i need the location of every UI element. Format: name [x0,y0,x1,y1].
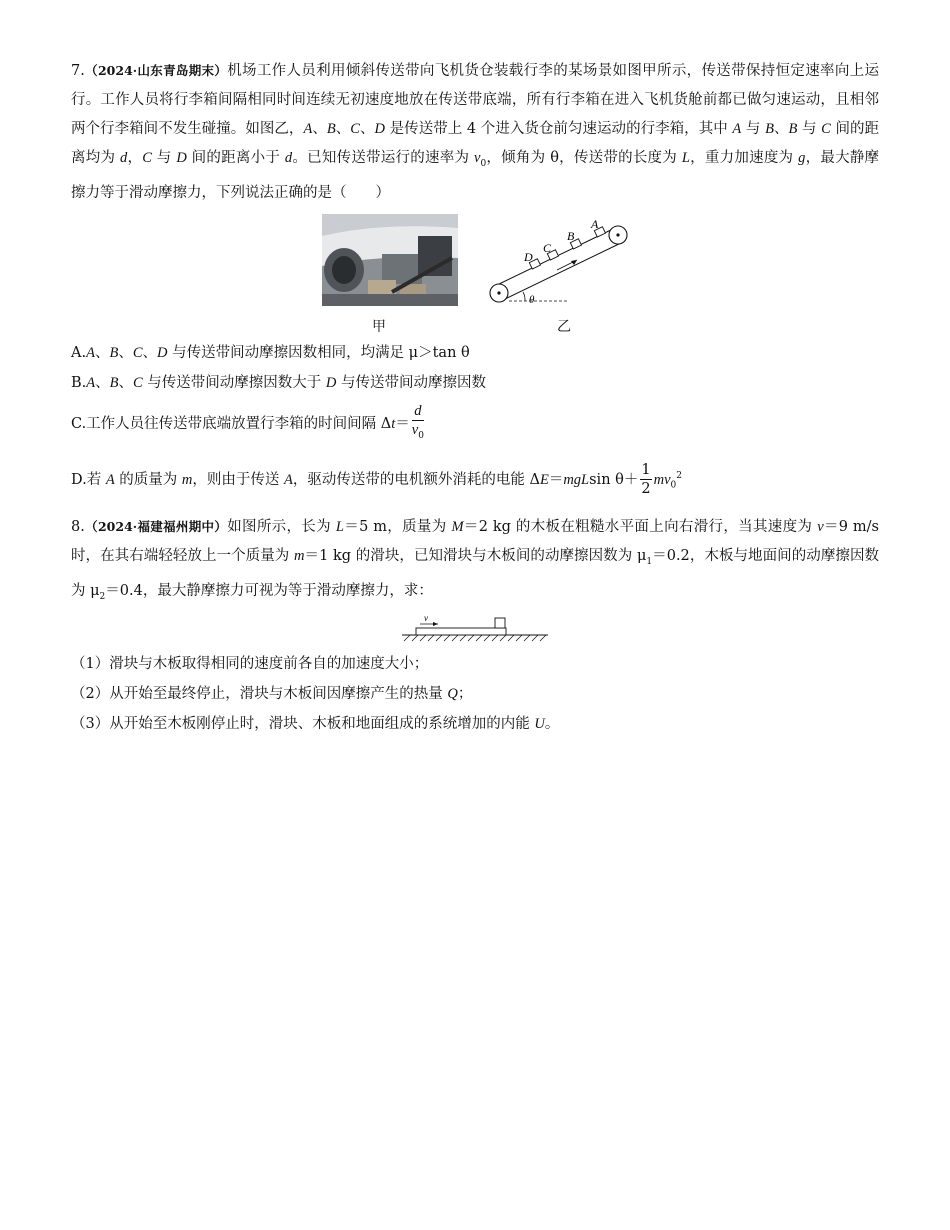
q8-number: 8. [71,518,85,535]
board-diagram [402,615,548,645]
q7-source: （2024·山东青岛期末） [84,63,228,78]
q7-stem [71,56,879,208]
conveyor-diagram [487,212,637,312]
page [71,56,879,739]
q7-option-d: D.若 A 的质量为 m，则由于传送 A，驱动传送带的电机额外消耗的电能 ΔE＝mgLsin θ＋ $\frac{1}{2}$ $mv_0^2$ [71,462,682,498]
label-d: D [524,249,533,264]
label-a: A [591,216,599,231]
q8-part-1: （1）滑块与木板取得相同的速度前各自的加速度大小； [71,656,429,673]
q8-stem-text: 如图所示，长为 L＝5 m，质量为 M＝2 kg 的木板在粗糙水平面上向右滑行，当其速度为 v＝9 m/s 时，在其右端轻轻放上一个质量为 m＝1 kg 的滑块，已知滑块与木板间的动摩擦因数为 $\mu_1=0.2$，木板与地面间的动摩擦因数为 $\mu_2=0.4$，最大静摩擦力可视为等于滑动摩擦力，求： [71,518,880,602]
board [416,628,506,635]
q7-option-c: C.工作人员往传送带底端放置行李箱的时间间隔 Δt＝ $\frac{d}{v_0}$ [71,398,879,450]
caption-right: 乙 [557,318,571,335]
q7-number: 7. [71,63,85,79]
q8-part-2: （2）从开始至最终停止，滑块与木板间因摩擦产生的热量 Q； [71,686,473,703]
label-theta: θ [529,293,535,306]
q7-option-b: B.A、B、C 与传送带间动摩擦因数大于 D 与传送带间动摩擦因数 [71,374,486,391]
q8-stem [71,512,879,612]
q8-source: （2024·福建福州期中） [84,518,228,534]
slider-block [495,618,505,628]
ground-hatching [404,635,546,641]
q7-figures [71,212,879,338]
airport-photo [322,214,458,306]
q7-option-d-fraction: $\frac{1}{2}$ [641,462,651,498]
label-b: B [567,228,575,243]
label-v: v [424,615,428,624]
q8-part-3: （3）从开始至木板刚停止时，滑块、木板和地面组成的系统增加的内能 U。 [71,716,560,733]
label-c: C [543,240,552,255]
q7-option-c-fraction: $\frac{d}{v_0}$ [411,403,424,442]
caption-left: 甲 [372,318,386,335]
q7-stem-text: 机场工作人员利用倾斜传送带向飞机货仓装载行李的某场景如图甲所示，传送带保持恒定速率向上运行。工作人员将行李箱间隔相同时间连续无初速度地放在传送带底端，所有行李箱在进入飞机货舱前都已做匀速运动，且相邻两个行李箱间不发生碰撞。如图乙，A、B、C、D 是传送带上 4 个进入货仓前匀速运动的行李箱，其中 A 与 B、B 与 C 间的距离均为 d，C 与 D 间的距离小于 d。已知传送带运行的速率为 $v_0$，倾角为 θ，传送带的长度为 L，重力加速度为 g，最大静摩擦力等于滑动摩擦力，下列说法正确的是（ ） [71,63,880,201]
velocity-arrow [433,622,438,626]
q7-option-a: A.A、B、C、D 与传送带间动摩擦因数相同，均满足 μ＞tan θ [71,344,470,361]
